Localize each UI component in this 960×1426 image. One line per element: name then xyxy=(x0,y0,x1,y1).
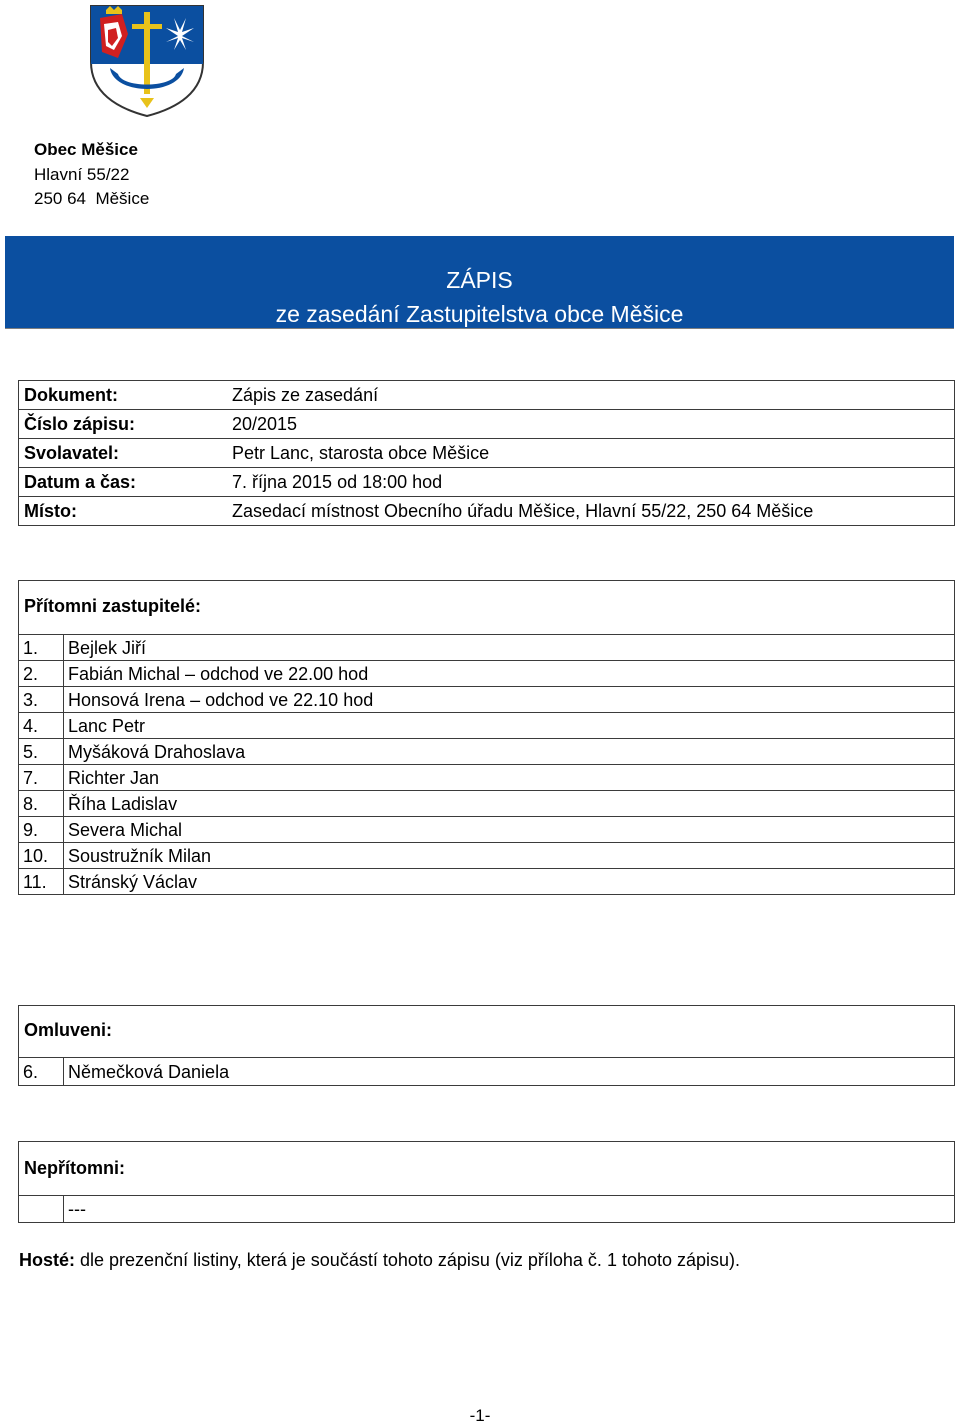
excused-heading-box xyxy=(18,1005,955,1057)
list-item xyxy=(19,817,955,843)
list-item xyxy=(19,1196,955,1223)
list-item xyxy=(19,843,955,869)
member-number: 3. xyxy=(19,687,64,713)
meta-row xyxy=(19,497,955,526)
member-name: Richter Jan xyxy=(64,765,955,791)
organization-name: Obec Měšice xyxy=(34,140,138,159)
member-name: Severa Michal xyxy=(64,817,955,843)
member-name: Stránský Václav xyxy=(64,869,955,895)
meta-value: Petr Lanc, starosta obce Měšice xyxy=(227,439,955,468)
absent-list xyxy=(18,1195,955,1223)
meta-label: Datum a čas: xyxy=(19,468,228,497)
member-number: 11. xyxy=(19,869,64,895)
meta-row xyxy=(19,468,955,497)
excused-list xyxy=(18,1057,955,1086)
list-item xyxy=(19,687,955,713)
member-number: 9. xyxy=(19,817,64,843)
list-item xyxy=(19,765,955,791)
member-name: Myšáková Drahoslava xyxy=(64,739,955,765)
meta-row xyxy=(19,410,955,439)
member-number: 8. xyxy=(19,791,64,817)
list-item xyxy=(19,791,955,817)
meta-label: Dokument: xyxy=(19,381,228,410)
member-name: Říha Ladislav xyxy=(64,791,955,817)
member-number: 1. xyxy=(19,635,64,661)
list-item xyxy=(19,635,955,661)
meta-label: Místo: xyxy=(19,497,228,526)
member-name: Bejlek Jiří xyxy=(64,635,955,661)
member-number xyxy=(19,1196,64,1223)
member-name: Fabián Michal – odchod ve 22.00 hod xyxy=(64,661,955,687)
meta-value: Zápis ze zasedání xyxy=(227,381,955,410)
organization-city: 250 64 Měšice xyxy=(34,189,150,208)
member-number: 5. xyxy=(19,739,64,765)
list-item xyxy=(19,1058,955,1086)
member-number: 10. xyxy=(19,843,64,869)
absent-heading: Nepřítomni: xyxy=(24,1158,125,1178)
meta-value: Zasedací místnost Obecního úřadu Měšice, Hlavní 55/22, 250 64 Měšice xyxy=(227,497,955,526)
list-item xyxy=(19,739,955,765)
member-number: 6. xyxy=(19,1058,64,1086)
organization-street: Hlavní 55/22 xyxy=(34,164,130,184)
meta-value: 7. října 2015 od 18:00 hod xyxy=(227,468,955,497)
present-heading-box xyxy=(18,580,955,634)
page-number: -1- xyxy=(469,1406,491,1425)
member-name: Soustružník Milan xyxy=(64,843,955,869)
member-name: Němečková Daniela xyxy=(64,1058,955,1086)
meta-label: Číslo zápisu: xyxy=(19,410,228,439)
title-banner xyxy=(5,236,954,329)
excused-heading: Omluveni: xyxy=(24,1020,113,1040)
present-list xyxy=(18,634,955,895)
guests-text: dle prezenční listiny, která je součástí tohoto zápisu (viz příloha č. 1 tohoto zápisu). xyxy=(75,1250,741,1270)
coat-of-arms-logo xyxy=(88,4,206,118)
document-subtitle: ze zasedání Zastupitelstva obce Měšice xyxy=(275,301,684,327)
member-name: Lanc Petr xyxy=(64,713,955,739)
document-title: ZÁPIS xyxy=(446,267,513,293)
list-item xyxy=(19,661,955,687)
member-number: 4. xyxy=(19,713,64,739)
absent-heading-box xyxy=(18,1141,955,1195)
organization-address xyxy=(34,138,149,212)
meta-table xyxy=(18,380,955,526)
member-name: Honsová Irena – odchod ve 22.10 hod xyxy=(64,687,955,713)
meta-value: 20/2015 xyxy=(227,410,955,439)
meta-label: Svolavatel: xyxy=(19,439,228,468)
list-item xyxy=(19,869,955,895)
meta-row xyxy=(19,439,955,468)
member-name: --- xyxy=(64,1196,955,1223)
member-number: 2. xyxy=(19,661,64,687)
list-item xyxy=(19,713,955,739)
member-number: 7. xyxy=(19,765,64,791)
present-heading: Přítomni zastupitelé: xyxy=(24,596,202,616)
guests-label: Hosté: xyxy=(19,1250,76,1270)
meta-row xyxy=(19,381,955,410)
guests-note xyxy=(19,1250,740,1271)
